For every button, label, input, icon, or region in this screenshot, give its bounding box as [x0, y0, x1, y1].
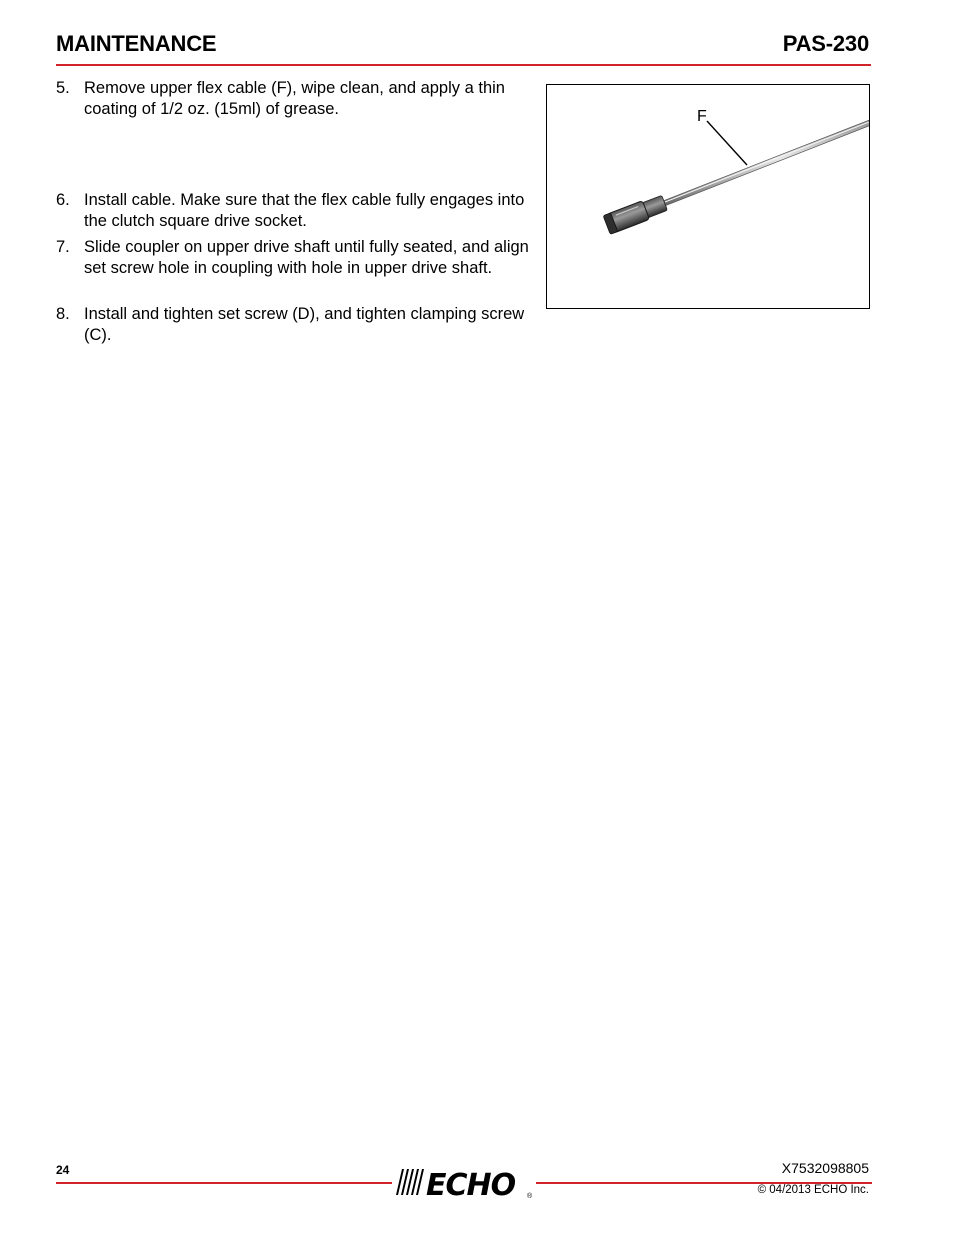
footer-divider-left: [56, 1182, 392, 1184]
callout-label-f: F: [697, 108, 707, 125]
step-number: 5.: [56, 79, 70, 97]
echo-logo: [390, 1165, 538, 1201]
document-code: X7532098805: [781, 1160, 869, 1176]
header-divider: [56, 64, 871, 66]
step-text: Install and tighten set screw (D), and tighten clamping screw (C).: [84, 305, 525, 344]
step-text: Install cable. Make sure that the flex cable fully engages into the clutch square drive socket.: [84, 191, 525, 230]
copyright-notice: © 04/2013 ECHO Inc.: [757, 1184, 869, 1196]
model-number: PAS-230: [782, 31, 869, 56]
echo-logo-icon: [390, 1165, 538, 1201]
step-text: Remove upper flex cable (F), wipe clean, and apply a thin coating of 1/2 oz. (15ml) of grease.: [84, 79, 505, 118]
step-7: [56, 237, 541, 278]
page-number: 24: [56, 1163, 70, 1177]
flex-cable-photo-icon: [547, 85, 869, 308]
step-number: 8.: [56, 305, 70, 323]
section-title: MAINTENANCE: [56, 31, 217, 56]
step-number: 7.: [56, 238, 70, 256]
step-text: Slide coupler on upper drive shaft until fully seated, and align set screw hole in coupling with hole in upper drive shaft.: [84, 238, 529, 277]
step-5: [56, 78, 541, 119]
step-6: [56, 190, 541, 231]
step-8: [56, 304, 541, 345]
flex-cable-figure: [546, 84, 870, 309]
step-number: 6.: [56, 191, 70, 209]
svg-text:ECHO: ECHO: [426, 1168, 516, 1201]
svg-text:®: ®: [527, 1193, 533, 1200]
